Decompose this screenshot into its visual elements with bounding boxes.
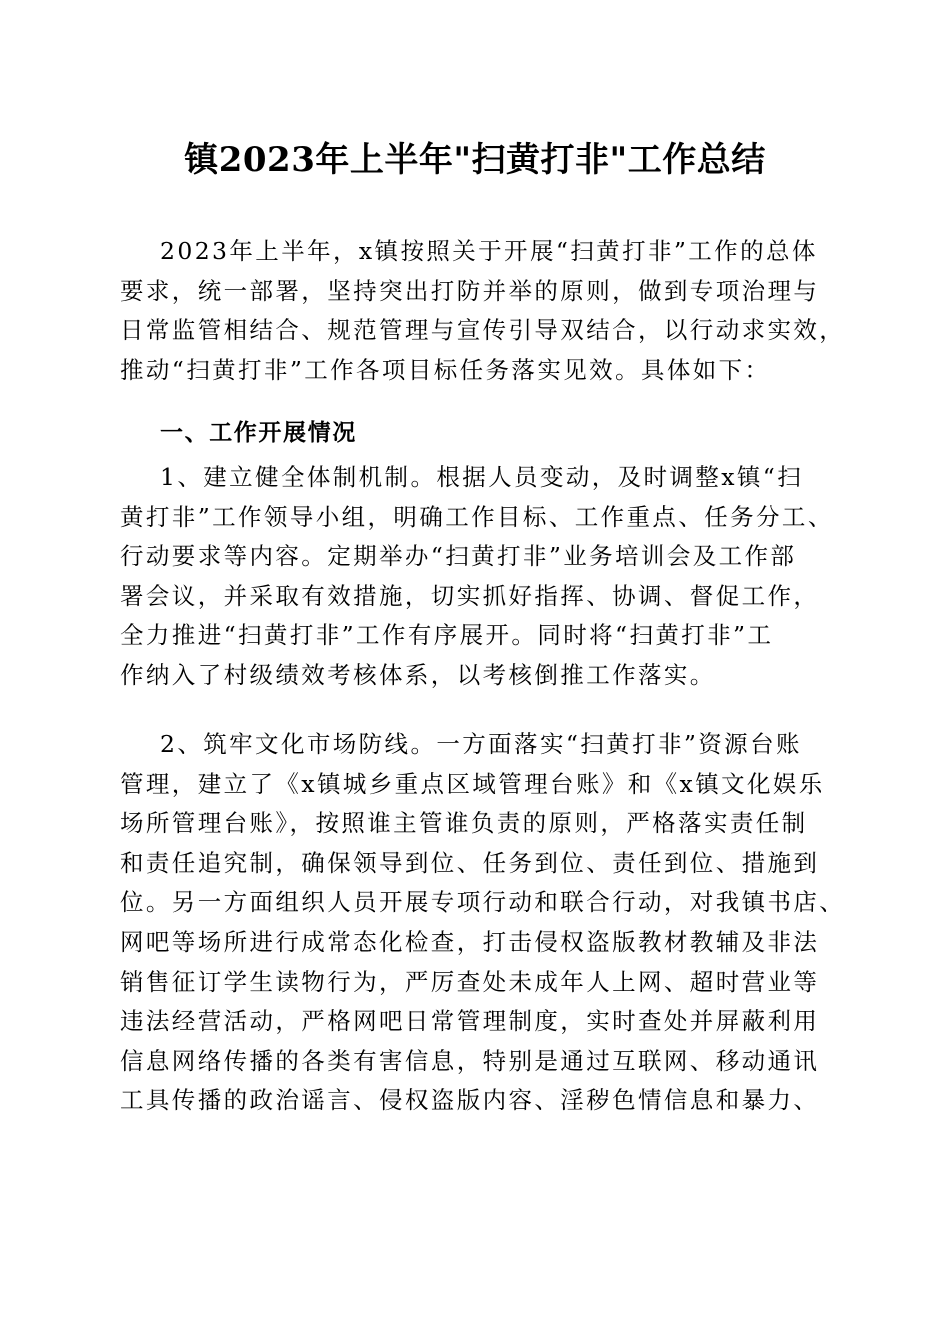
paragraph-line: 网吧等场所进行成常态化检查，打击侵权盗版教材教辅及非法 [120, 927, 820, 956]
item2-paragraph [120, 725, 846, 1121]
paragraph-line: 销售征订学生读物行为，严厉查处未成年人上网、超时营业等 [120, 967, 820, 996]
document-title: 镇2023年上半年"扫黄打非"工作总结 [184, 140, 766, 180]
paragraph-line: 1、建立健全体制机制。根据人员变动，及时调整x镇“扫 [160, 463, 804, 491]
paragraph-line: 2、筑牢文化市场防线。一方面落实“扫黄打非”资源台账 [160, 730, 802, 758]
paragraph-line: 和责任追究制，确保领导到位、任务到位、责任到位、措施到 [120, 848, 820, 877]
paragraph-line: 全力推进“扫黄打非”工作有序展开。同时将“扫黄打非”工 [120, 621, 774, 650]
paragraph-line: 管理，建立了《x镇城乡重点区域管理台账》和《x镇文化娱乐 [120, 769, 825, 798]
section-heading: 一、工作开展情况 [160, 420, 357, 446]
paragraph-line: 2023年上半年，x镇按照关于开展“扫黄打非”工作的总体 [160, 237, 818, 265]
paragraph-line: 行动要求等内容。定期举办“扫黄打非”业务培训会及工作部 [120, 542, 797, 571]
paragraph-line: 位。另一方面组织人员开展专项行动和联合行动，对我镇书店、 [120, 888, 846, 917]
paragraph-line: 推动“扫黄打非”工作各项目标任务落实见效。具体如下： [120, 355, 771, 384]
item1-paragraph [120, 458, 834, 696]
paragraph-line: 日常监管相结合、规范管理与宣传引导双结合，以行动求实效， [120, 316, 846, 345]
intro-paragraph [120, 232, 846, 390]
paragraph-line: 署会议，并采取有效措施，切实抓好指挥、协调、督促工作， [120, 581, 820, 610]
paragraph-line: 要求，统一部署，坚持突出打防并举的原则，做到专项治理与 [120, 276, 820, 305]
paragraph-line: 工具传播的政治谣言、侵权盗版内容、淫秽色情信息和暴力、 [120, 1086, 820, 1115]
paragraph-line: 场所管理台账》，按照谁主管谁负责的原则，严格落实责任制 [120, 809, 808, 838]
paragraph-line: 作纳入了村级绩效考核体系，以考核倒推工作落实。 [120, 660, 716, 689]
paragraph-line: 信息网络传播的各类有害信息，特别是通过互联网、移动通讯 [120, 1046, 820, 1075]
paragraph-line: 黄打非”工作领导小组，明确工作目标、工作重点、任务分工、 [120, 502, 834, 531]
paragraph-line: 违法经营活动，严格网吧日常管理制度，实时查处并屏蔽利用 [120, 1007, 820, 1036]
